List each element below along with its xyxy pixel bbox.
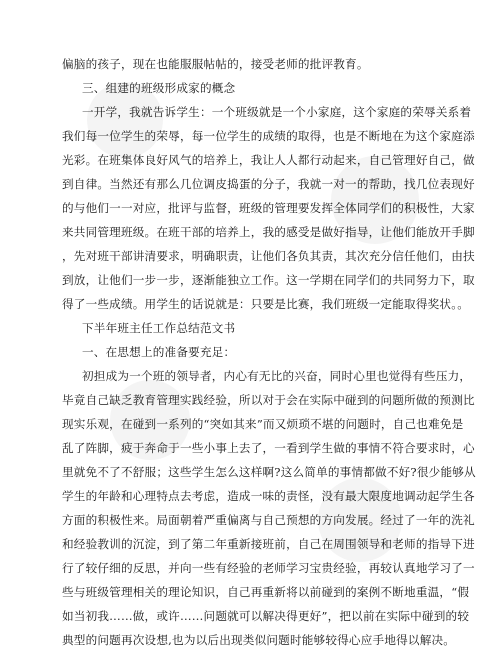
text-line: 一开学，我就告诉学生：一个班级就是一个小家庭，这个家庭的荣辱关系着: [82, 105, 472, 119]
text-line: 典型的问题再次设想,也为以后出现类似问题时能够较得心应手地得以解决。: [62, 633, 456, 647]
section-heading: 三、组建的班级形成家的概念: [82, 81, 236, 95]
text-line: 到放，让他们一步一步，逐渐能独立工作。这一学期在同学们的共同努力下，取: [62, 273, 475, 287]
text-line: 学生的年龄和心理特点去考虑，造成一味的责怪，没有最大限度地调动起学生各: [62, 489, 475, 503]
text-line: 我们每一位学生的荣辱，每一位学生的成绩的取得，也是不断地在为这个家庭添: [62, 129, 475, 143]
text-line: 里就免不了不舒服；这些学生怎么这样啊?这么简单的事情都做不好?很少能够从: [62, 465, 476, 479]
text-line: 方面的积极性来。局面朝着严重偏离与自己预想的方向发展。经过了一年的洗礼: [62, 513, 475, 527]
text-line: 初担成为一个班的领导者，内心有无比的兴奋，同时心里也觉得有些压力，: [82, 369, 472, 383]
text-line: 些与班级管理相关的理论知识，自己再重新将以前碰到的案例不断地重温，“假: [62, 585, 470, 599]
section-heading: 下半年班主任工作总结范文书: [82, 321, 236, 335]
text-line: 偏脑的孩子，现在也能服服帖帖的，接受老师的批评教育。: [62, 57, 369, 71]
text-line: 毕竟自己缺乏教育管理实践经验，所以对于会在实际中碰到的问题所做的预测比: [62, 393, 475, 407]
text-line: 光彩。在班集体良好风气的培养上，我让人人都行动起来，自己管理好自己，做: [62, 153, 475, 167]
text-line: 的与他们一一对应，批评与监督，班级的管理要发挥全体同学们的积极性，大家: [62, 201, 475, 215]
text-line: 如当初我……做，或许……问题就可以解决得更好”，把以前在实际中碰到的较: [62, 609, 470, 623]
section-heading: 一、在思想上的准备要充足：: [82, 345, 236, 359]
text-line: 乱了阵脚，疲于奔命于一些小事上去了，一看到学生做的事情不符合要求时，心: [62, 441, 475, 455]
text-line: ，先对班干部讲清要求，明确职责，让他们各负其责，其次充分信任他们，由扶: [62, 249, 475, 263]
text-line: 来共同管理班级。在班干部的培养上，我的感受是做好指导，让他们能放开手脚: [62, 225, 475, 239]
text-line: 现实乐观，在碰到一系列的“突如其来”而又烦琐不堪的问题时，自己也难免是: [62, 417, 464, 431]
text-line: 行了较仔细的反思，并向一些有经验的老师学习宝贵经验，再较认真地学习了一: [62, 561, 475, 575]
text-line: 和经验教训的沉淀，到了第二年重新接班前，自己在周围领导和老师的指导下进: [62, 537, 475, 551]
text-line: 得了一些成绩。用学生的话说就是：只要是比赛，我们班级一定能取得奖状。。: [62, 297, 469, 311]
text-line: 到自律。当然还有那么几位调皮捣蛋的分子，我就一对一的帮助，找几位表现好: [62, 177, 475, 191]
